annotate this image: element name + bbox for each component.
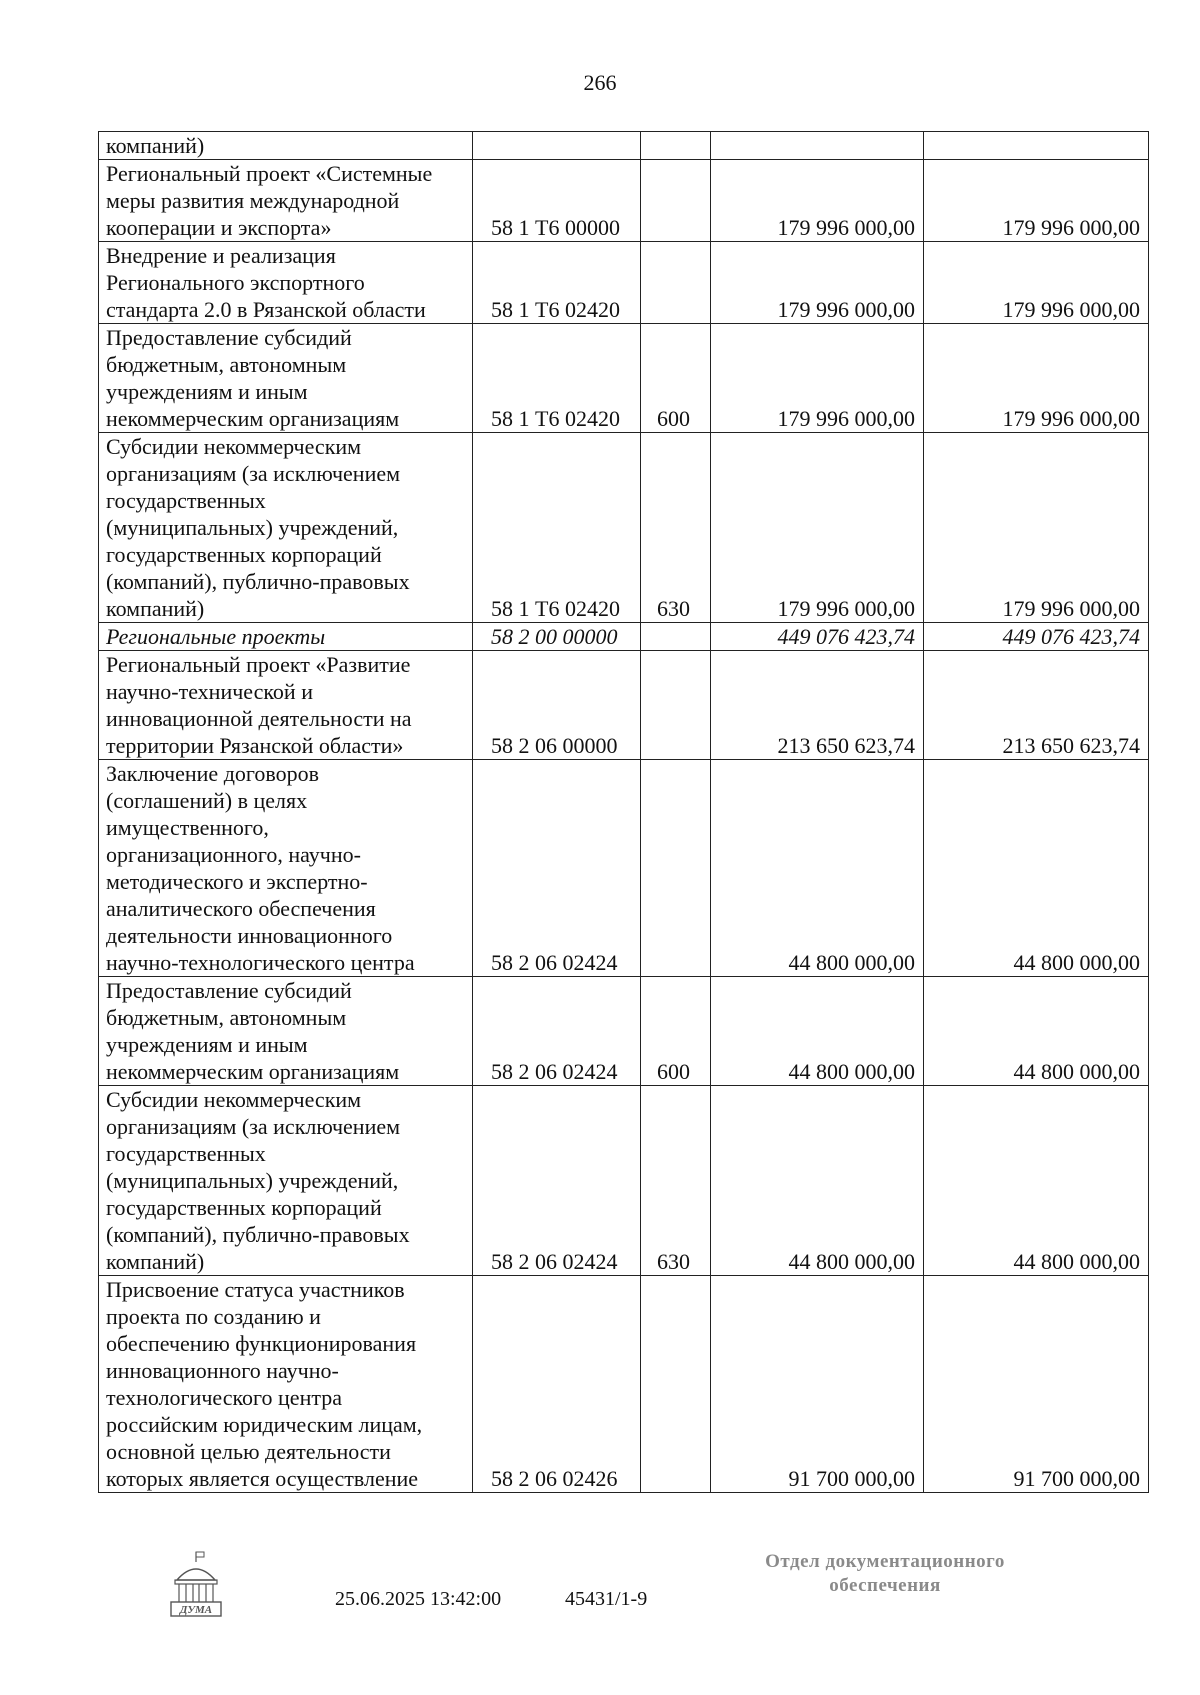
budget-table xyxy=(98,131,1149,1493)
row-name-line: Присвоение статуса участников xyxy=(106,1277,405,1302)
footer xyxy=(0,1540,1200,1660)
row-name-cell xyxy=(99,242,473,324)
row-expense-type-cell: 630 xyxy=(641,1086,711,1276)
row-code-cell: 58 2 00 00000 xyxy=(473,623,641,651)
row-name-line: основной целью деятельности xyxy=(106,1439,391,1464)
row-name-line: (муниципальных) учреждений, xyxy=(106,515,399,540)
row-name-line: проекта по созданию и xyxy=(106,1304,321,1329)
row-name-line: Субсидии некоммерческим xyxy=(106,434,362,459)
row-name-cell xyxy=(99,977,473,1086)
row-name-line: компаний) xyxy=(106,596,205,621)
row-name-cell xyxy=(99,324,473,433)
row-name-line: Региональный проект «Системные xyxy=(106,161,433,186)
row-name-line: учреждениям и иным xyxy=(106,379,308,404)
row-name-cell xyxy=(99,623,473,651)
seal-text: ДУМА xyxy=(179,1604,213,1616)
row-name-cell xyxy=(99,760,473,977)
table-row xyxy=(99,242,1149,324)
row-amount-2025-cell: 179 996 000,00 xyxy=(711,242,924,324)
row-name-line: меры развития международной xyxy=(106,188,400,213)
row-name-line: некоммерческим организациям xyxy=(106,1059,400,1084)
table-row xyxy=(99,324,1149,433)
row-name-line: Внедрение и реализация xyxy=(106,243,336,268)
row-amount-2026-cell: 44 800 000,00 xyxy=(924,1086,1149,1276)
row-name-line: методического и экспертно- xyxy=(106,869,368,894)
row-name-line: организациям (за исключением xyxy=(106,1114,401,1139)
row-name-line: кооперации и экспорта» xyxy=(106,215,332,240)
row-name-line: научно-технологического центра xyxy=(106,950,415,975)
row-name-line: которых является осуществление xyxy=(106,1466,419,1491)
table-row xyxy=(99,160,1149,242)
row-name-line: технологического центра xyxy=(106,1385,342,1410)
row-name-line: имущественного, xyxy=(106,815,269,840)
row-amount-2025-cell: 179 996 000,00 xyxy=(711,160,924,242)
row-name-line: Предоставление субсидий xyxy=(106,978,352,1003)
row-amount-2026-cell: 213 650 623,74 xyxy=(924,651,1149,760)
row-amount-2025-cell: 179 996 000,00 xyxy=(711,433,924,623)
row-name-line: бюджетным, автономным xyxy=(106,352,347,377)
row-name-line: обеспечению функционирования xyxy=(106,1331,417,1356)
row-name-line: инновационного научно- xyxy=(106,1358,339,1383)
stamp-line-2: обеспечения xyxy=(829,1575,941,1596)
footer-date: 25.06.2025 13:42:00 xyxy=(335,1588,502,1610)
row-amount-2026-cell: 449 076 423,74 xyxy=(924,623,1149,651)
row-expense-type-cell: 600 xyxy=(641,977,711,1086)
row-name-line: бюджетным, автономным xyxy=(106,1005,347,1030)
row-name-line: научно-технической и xyxy=(106,679,313,704)
row-name-line: некоммерческим организациям xyxy=(106,406,400,431)
row-name-line: (компаний), публично-правовых xyxy=(106,1222,410,1247)
table-row xyxy=(99,760,1149,977)
row-name-line: стандарта 2.0 в Рязанской области xyxy=(106,297,426,322)
row-name-line: Региональный проект «Развитие xyxy=(106,652,411,677)
row-code-cell: 58 2 06 02424 xyxy=(473,760,641,977)
row-name-line: учреждениям и иным xyxy=(106,1032,308,1057)
row-code-cell: 58 2 06 02424 xyxy=(473,977,641,1086)
row-expense-type-cell: 600 xyxy=(641,324,711,433)
row-code-cell: 58 1 Т6 02420 xyxy=(473,433,641,623)
row-expense-type-cell xyxy=(641,242,711,324)
row-name-line: компаний) xyxy=(106,1249,205,1274)
row-amount-2026-cell: 91 700 000,00 xyxy=(924,1276,1149,1493)
row-name-line: организациям (за исключением xyxy=(106,461,401,486)
table-row xyxy=(99,132,1149,160)
row-name-line: Региональные проекты xyxy=(106,624,326,649)
row-name-line: Субсидии некоммерческим xyxy=(106,1087,362,1112)
table-row xyxy=(99,651,1149,760)
row-name-line: деятельности инновационного xyxy=(106,923,393,948)
row-name-line: государственных корпораций xyxy=(106,1195,382,1220)
row-name-cell xyxy=(99,1086,473,1276)
row-name-line: территории Рязанской области» xyxy=(106,733,404,758)
row-name-cell xyxy=(99,433,473,623)
row-amount-2025-cell: 44 800 000,00 xyxy=(711,977,924,1086)
row-name-line: государственных xyxy=(106,488,266,513)
row-name-line: Регионального экспортного xyxy=(106,270,365,295)
row-code-cell: 58 2 06 02426 xyxy=(473,1276,641,1493)
row-expense-type-cell xyxy=(641,132,711,160)
row-amount-2025-cell: 44 800 000,00 xyxy=(711,760,924,977)
row-amount-2026-cell: 179 996 000,00 xyxy=(924,242,1149,324)
row-code-cell: 58 1 Т6 02420 xyxy=(473,324,641,433)
budget-table-body xyxy=(99,132,1149,1493)
row-code-cell: 58 1 Т6 00000 xyxy=(473,160,641,242)
row-name-line: (компаний), публично-правовых xyxy=(106,569,410,594)
row-amount-2026-cell: 44 800 000,00 xyxy=(924,760,1149,977)
table-row xyxy=(99,1086,1149,1276)
row-expense-type-cell xyxy=(641,651,711,760)
row-name-cell xyxy=(99,1276,473,1493)
footer-doc-number: 45431/1-9 xyxy=(565,1588,648,1610)
row-code-cell: 58 1 Т6 02420 xyxy=(473,242,641,324)
row-amount-2025-cell: 179 996 000,00 xyxy=(711,324,924,433)
row-name-line: российским юридическим лицам, xyxy=(106,1412,423,1437)
row-name-line: государственных xyxy=(106,1141,266,1166)
row-amount-2025-cell: 44 800 000,00 xyxy=(711,1086,924,1276)
row-name-cell xyxy=(99,132,473,160)
row-name-line: (соглашений) в целях xyxy=(106,788,308,813)
row-name-line: Заключение договоров xyxy=(106,761,319,786)
row-name-line: Предоставление субсидий xyxy=(106,325,352,350)
table-row xyxy=(99,623,1149,651)
row-name-line: инновационной деятельности на xyxy=(106,706,412,731)
row-name-line: государственных корпораций xyxy=(106,542,382,567)
page-number: 266 xyxy=(583,70,617,95)
row-amount-2025-cell xyxy=(711,132,924,160)
row-expense-type-cell: 630 xyxy=(641,433,711,623)
row-amount-2025-cell: 91 700 000,00 xyxy=(711,1276,924,1493)
table-row xyxy=(99,1276,1149,1493)
row-name-line: (муниципальных) учреждений, xyxy=(106,1168,399,1193)
row-name-cell xyxy=(99,160,473,242)
stamp-line-1: Отдел документационного xyxy=(765,1551,1005,1572)
row-amount-2026-cell: 179 996 000,00 xyxy=(924,324,1149,433)
row-code-cell: 58 2 06 02424 xyxy=(473,1086,641,1276)
row-name-line: аналитического обеспечения xyxy=(106,896,376,921)
row-name-line: организационного, научно- xyxy=(106,842,361,867)
row-expense-type-cell xyxy=(641,160,711,242)
row-amount-2026-cell: 179 996 000,00 xyxy=(924,433,1149,623)
row-name-line: компаний) xyxy=(106,133,205,158)
department-stamp xyxy=(735,1550,1035,1598)
table-row xyxy=(99,977,1149,1086)
row-expense-type-cell xyxy=(641,623,711,651)
row-expense-type-cell xyxy=(641,760,711,977)
row-code-cell xyxy=(473,132,641,160)
row-expense-type-cell xyxy=(641,1276,711,1493)
table-row xyxy=(99,433,1149,623)
duma-building-seal-icon xyxy=(165,1550,227,1627)
row-amount-2026-cell: 179 996 000,00 xyxy=(924,160,1149,242)
row-amount-2025-cell: 449 076 423,74 xyxy=(711,623,924,651)
row-amount-2026-cell: 44 800 000,00 xyxy=(924,977,1149,1086)
row-amount-2026-cell xyxy=(924,132,1149,160)
row-name-cell xyxy=(99,651,473,760)
row-code-cell: 58 2 06 00000 xyxy=(473,651,641,760)
row-amount-2025-cell: 213 650 623,74 xyxy=(711,651,924,760)
